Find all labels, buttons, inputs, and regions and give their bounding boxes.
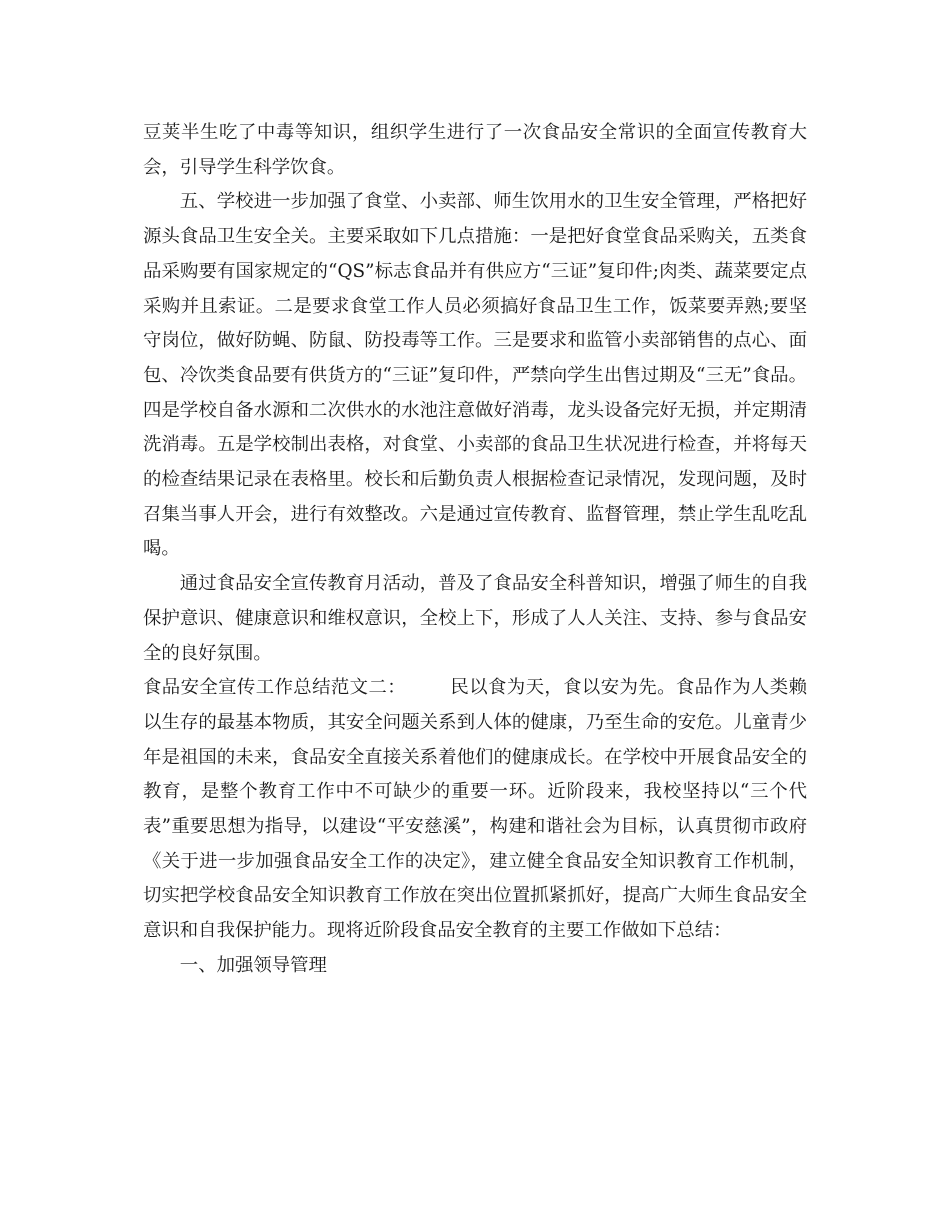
subheading-strengthen-leadership: 一、加强领导管理 <box>179 954 327 976</box>
sample-two-heading: 食品安全宣传工作总结范文二： <box>143 677 407 699</box>
paragraph-sample-two <box>143 671 807 949</box>
document-body <box>143 116 807 984</box>
paragraph-food-knowledge-continuation: 豆荚半生吃了中毒等知识，组织学生进行了一次食品安全常识的全面宣传教育大会，引导学生科学饮食。 <box>143 122 807 178</box>
sample-two-body: 民以食为天，食以安为先。食品作为人类赖以生存的最基本物质，其安全问题关系到人体的健康，乃至生命的安危。儿童青少年是祖国的未来，食品安全直接关系着他们的健康成长。在学校中开展食品安全的教育，是整个教育工作中不可缺少的重要一环。近阶段来，我校坚持以“三个代表”重要思想为指导，以建设“平安慈溪”，构建和谐社会为目标，认真贯彻市政府《关于进一步加强食品安全工作的决定》，建立健全食品安全知识教育工作机制，切实把学校食品安全知识教育工作放在突出位置抓紧抓好，提高广大师生食品安全意识和自我保护能力。现将近阶段食品安全教育的主要工作做如下总结： <box>143 677 807 942</box>
paragraph-section-five-measures: 五、学校进一步加强了食堂、小卖部、师生饮用水的卫生安全管理，严格把好源头食品卫生安全关。主要采取如下几点措施：一是把好食堂食品采购关，五类食品采购要有国家规定的“QS”标志食品并有供应方“三证”复印件;肉类、蔬菜要定点采购并且索证。二是要求食堂工作人员必须搞好食品卫生工作，饭菜要弄熟;要坚守岗位，做好防蝇、防鼠、防投毒等工作。三是要求和监管小卖部销售的点心、面包、冷饮类食品要有供货方的“三证”复印件，严禁向学生出售过期及“三无”食品。四是学校自备水源和二次供水的水池注意做好消毒，龙头设备完好无损，并定期清洗消毒。五是学校制出表格，对食堂、小卖部的食品卫生状况进行检查，并将每天的检查结果记录在表格里。校长和后勤负责人根据检查记录情况，发现问题，及时召集当事人开会，进行有效整改。六是通过宣传教育、监督管理，禁止学生乱吃乱喝。 <box>143 191 807 560</box>
paragraph-education-month-summary: 通过食品安全宣传教育月活动，普及了食品安全科普知识，增强了师生的自我保护意识、健康意识和维权意识，全校上下，形成了人人关注、支持、参与食品安全的良好氛围。 <box>143 573 807 664</box>
